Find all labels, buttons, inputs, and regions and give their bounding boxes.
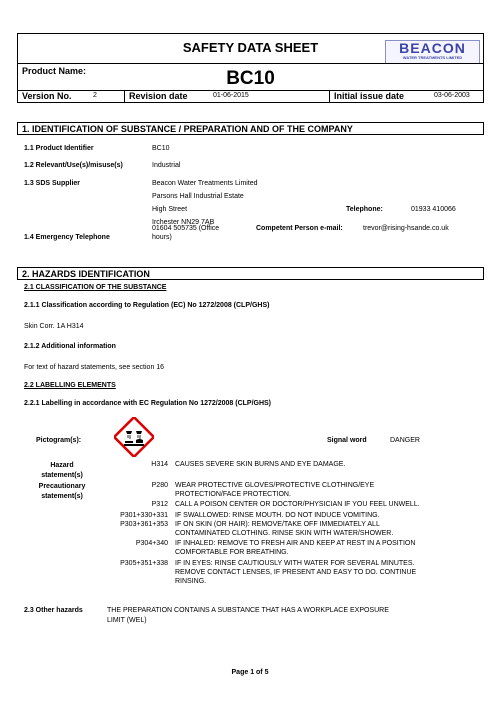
- competent-person-email[interactable]: trevor@rising-hsande.co.uk: [363, 225, 449, 232]
- additional-info-text: For text of hazard statements, see section 16: [24, 364, 165, 371]
- competent-person-label: Competent Person e-mail:: [256, 225, 343, 232]
- supplier-line: Parsons Hall Industrial Estate: [152, 193, 244, 200]
- precaution-text: CALL A POISON CENTER OR DOCTOR/PHYSICIAN IF YOU FEEL UNWELL.: [175, 501, 420, 508]
- precaution-label-line: Precautionary: [38, 483, 86, 490]
- precaution-code: P305+351+338: [120, 560, 168, 567]
- product-identifier-value: BC10: [152, 145, 170, 152]
- emergency-telephone-line1: 01604 505735 (Office: [152, 225, 220, 232]
- other-hazards-label: 2.3 Other hazards: [24, 607, 83, 614]
- hazard-text: CAUSES SEVERE SKIN BURNS AND EYE DAMAGE.: [175, 461, 346, 468]
- classification-value: Skin Corr. 1A H314: [24, 323, 84, 330]
- precautionary-statements-label: [29, 482, 95, 502]
- precaution-text: PROTECTION/FACE PROTECTION.: [175, 491, 291, 498]
- version-value: 2: [93, 92, 97, 99]
- product-name: BC10: [226, 68, 275, 89]
- supplier-line: Beacon Water Treatments Limited: [152, 180, 258, 187]
- initial-issue-label: Initial issue date: [334, 91, 405, 101]
- telephone-label: Telephone:: [346, 206, 383, 213]
- other-hazards-text: LIMIT (WEL): [107, 617, 147, 624]
- revision-date-value: 01-06-2015: [213, 92, 249, 99]
- signal-word-label: Signal word: [327, 437, 367, 444]
- supplier-line: Irchester NN29 7AB: [152, 219, 215, 226]
- precaution-code: P303+361+353: [120, 521, 168, 528]
- precaution-text: REMOVE CONTACT LENSES, IF PRESENT AND EASY TO DO. CONTINUE: [175, 569, 417, 576]
- pictogram-label: Pictogram(s):: [36, 437, 82, 444]
- corrosion-icon: [114, 417, 154, 457]
- precaution-text: WEAR PROTECTIVE GLOVES/PROTECTIVE CLOTHING/EYE: [175, 482, 375, 489]
- hazard-label-line: statement(s): [41, 472, 83, 479]
- sheet-title: SAFETY DATA SHEET: [182, 40, 319, 55]
- labelling-regulation: 2.2.1 Labelling in accordance with EC Regulation No 1272/2008 (CLP/GHS): [24, 400, 272, 407]
- section2-title: 2. HAZARDS IDENTIFICATION: [17, 267, 484, 280]
- hazard-label-line: Hazard: [50, 462, 74, 469]
- classification-regulation: 2.1.1 Classification according to Regulation (EC) No 1272/2008 (CLP/GHS): [24, 302, 270, 309]
- signal-word-value: DANGER: [390, 437, 420, 444]
- precaution-code: P280: [151, 482, 168, 489]
- precaution-text: IF INHALED: REMOVE TO FRESH AIR AND KEEP AT REST IN A POSITION: [175, 540, 416, 547]
- initial-issue-value: 03-06-2003: [434, 92, 470, 99]
- company-logo: [385, 40, 480, 64]
- logo-text: BEACON: [399, 40, 466, 56]
- labelling-heading: 2.2 LABELLING ELEMENTS: [24, 382, 116, 389]
- logo-subtext: WATER TREATMENTS LIMITED: [402, 55, 463, 60]
- precaution-text: IF SWALLOWED: RINSE MOUTH. DO NOT INDUCE VOMITING.: [175, 512, 380, 519]
- precaution-code: P301+330+331: [120, 512, 168, 519]
- hazard-code: H314: [151, 461, 168, 468]
- uses-label: 1.2 Relevant/Use(s)/misuse(s): [24, 162, 123, 169]
- additional-info-heading: 2.1.2 Additional information: [24, 343, 116, 350]
- telephone-value: 01933 410066: [411, 206, 456, 213]
- section1-title: 1. IDENTIFICATION OF SUBSTANCE / PREPARATION AND OF THE COMPANY: [17, 122, 484, 135]
- hazard-statements-label: [37, 461, 87, 481]
- precaution-label-line: statement(s): [41, 493, 83, 500]
- revision-date-label: Revision date: [129, 91, 188, 101]
- classification-heading: 2.1 CLASSIFICATION OF THE SUBSTANCE: [24, 284, 167, 291]
- uses-value: Industrial: [152, 162, 181, 169]
- precaution-text: IF IN EYES: RINSE CAUTIOUSLY WITH WATER FOR SEVERAL MINUTES.: [175, 560, 415, 567]
- product-identifier-label: 1.1 Product Identifier: [24, 145, 94, 152]
- other-hazards-text: THE PREPARATION CONTAINS A SUBSTANCE THAT HAS A WORKPLACE EXPOSURE: [107, 607, 389, 614]
- sds-supplier-label: 1.3 SDS Supplier: [24, 180, 81, 187]
- precaution-code: P304+340: [135, 540, 168, 547]
- page-number: Page 1 of 5: [231, 669, 269, 676]
- product-name-label: Product Name:: [22, 66, 87, 76]
- precaution-text: RINSING.: [175, 578, 207, 585]
- precaution-text: CONTAMINATED CLOTHING. RINSE SKIN WITH WATER/SHOWER.: [175, 530, 394, 537]
- version-label: Version No.: [22, 91, 72, 101]
- precaution-text: IF ON SKIN (OR HAIR): REMOVE/TAKE OFF IMMEDIATELY ALL: [175, 521, 380, 528]
- supplier-line: High Street: [152, 206, 188, 213]
- precaution-code: P312: [151, 501, 168, 508]
- precaution-text: COMFORTABLE FOR BREATHING.: [175, 549, 289, 556]
- emergency-telephone-line2: hours): [152, 234, 172, 241]
- emergency-telephone-label: 1.4 Emergency Telephone: [24, 234, 110, 241]
